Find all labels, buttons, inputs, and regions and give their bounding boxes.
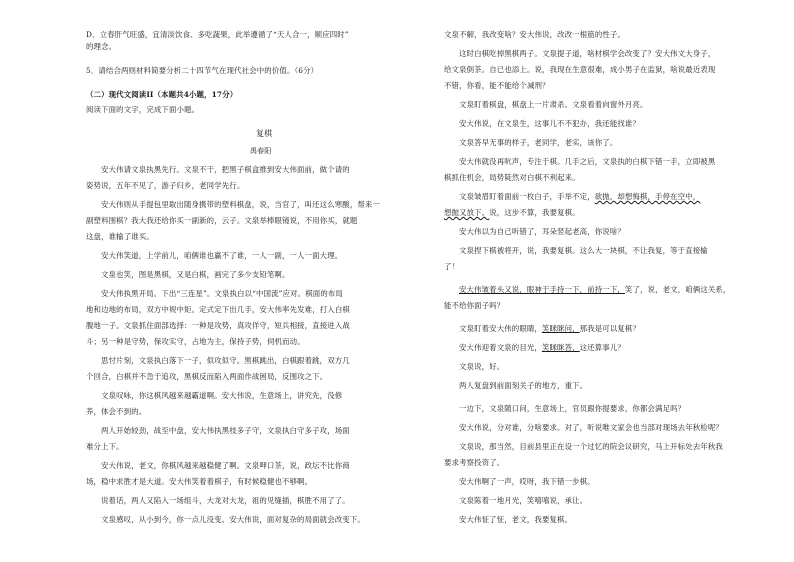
right-text-line (459, 496, 587, 506)
text-segment: 两人开始较劲，战至中盘，安大伟执黑枝多子守，文泉执白守多子攻，场面 (101, 426, 350, 435)
left-text-line (101, 251, 342, 261)
right-text-line (444, 208, 580, 218)
left-text-line (86, 30, 349, 40)
text-segment: 一边下，文泉随口问，生意场上，官员跟你提要求，你都会满足吗？ (459, 404, 686, 413)
right-text-line (444, 173, 580, 183)
left-text-line (101, 165, 350, 175)
left-text-line (86, 232, 154, 242)
text-segment: 两人复盘到前面刻关子的地方，重下。 (459, 381, 588, 390)
left-text-line (86, 372, 327, 382)
text-segment: 安大伟说，在文泉生，这事儿不不犯办，我还能找谁？ (459, 119, 640, 128)
left-text-line (86, 66, 318, 76)
right-text-line (459, 246, 708, 256)
text-segment: 的理念。 (86, 42, 117, 51)
text-segment: 安大伟则从手提包里取出随身携带的塑料棋盘，说，当官了，叫还这么寒酸，帮来一 (101, 200, 381, 209)
text-segment: 棋抓住机会，局势陡然对白棋不利起来。 (444, 173, 580, 182)
left-text-line (86, 337, 305, 347)
right-text-line (444, 301, 504, 311)
text-segment: 阅读下面的文字，完成下面小题。 (86, 105, 200, 114)
left-text-line (101, 515, 365, 525)
text-segment: 能不给你面子吗？ (444, 301, 505, 310)
left-text-line (86, 407, 146, 417)
right-text-line (459, 138, 617, 148)
text-segment: 思忖片刻，文泉执白落下一子，似攻似守。黑棋跳出，白棋跟着跳，双方几 (101, 356, 350, 365)
text-segment: 这时白棋吃掉黑棋两子。文泉提子道，啥材棋学会改变了？安大伟文大身子， (459, 49, 716, 58)
left-text-line (86, 321, 350, 331)
right-text-line (459, 192, 700, 202)
text-segment: 笑眯眯答， (541, 343, 580, 352)
text-segment: 地和边地的布局，双方中规中矩。定式定下出几手，安大伟率先发难，打入白棋 (86, 305, 350, 314)
text-segment: 文泉答早无事的样子，老同学，老实，该你了。 (459, 138, 618, 147)
text-segment: 场，稳中求胜才是大道。安大伟笑着着棋子，有时候稳健也不够啊。 (86, 477, 313, 486)
right-text-line (459, 227, 625, 237)
left-text-line (101, 270, 290, 280)
right-text-line (444, 262, 459, 272)
right-text-line (459, 477, 595, 487)
text-segment: 难分上下。 (86, 442, 124, 451)
right-text-line (444, 30, 625, 40)
right-text-line (459, 119, 640, 129)
text-segment: 姿势说，五年不见了，游子归乡，老同学先行。 (86, 181, 245, 190)
right-text-line (459, 515, 572, 525)
right-text-line (459, 49, 715, 59)
text-segment: 安大伟笑道，上学前儿，咱俩谁也赢不了谁，一人一副，一人一面大理。 (101, 251, 343, 260)
text-segment: 要求考察投资了。 (444, 458, 505, 467)
text-segment: 给文泉倒茶。自已也添上。说，我现在生意很难，成小男子在监狱，啥说最近表现 (444, 65, 716, 74)
text-segment: 安大伟说，分对谁，分啥要求。对了，听说唯文家会也当部对现场去年秋检呢？ (459, 423, 723, 432)
left-text-line (86, 477, 312, 487)
text-segment: 那我是可以复棋？ (579, 324, 640, 333)
text-segment: 笑眯眯问， (541, 324, 580, 333)
text-segment: （二）现代文阅读II（本题共4小题，17分） (86, 90, 238, 99)
text-segment: 安大伟就没再吭声，专注于棋。几手之后，文泉执的白棋下错一手，立即被黑 (459, 157, 716, 166)
text-segment: 文泉感叹，从小到今，你一点儿没变。安大伟说，面对复杂的局面就会改变下。 (101, 515, 365, 524)
left-text-line (86, 216, 357, 226)
right-text-line (459, 324, 640, 334)
left-text-line (101, 496, 350, 506)
right-text-line (444, 458, 504, 468)
text-segment: 安大伟皱着头又说，眼神于手持一下，前持一下， (459, 285, 625, 294)
left-text-line (101, 461, 350, 471)
right-text-line (459, 423, 723, 433)
text-segment: 安大伟怔了怔，老文，我要复棋。 (459, 515, 573, 524)
text-segment: 安大伟迎着文泉的目光， (459, 343, 542, 352)
left-text-line (101, 391, 342, 401)
text-segment: 安大伟以为自己听错了，耳朵竖起老高，你说啥？ (459, 227, 625, 236)
text-segment: 文泉说，好。 (459, 362, 505, 371)
text-segment: 斗；另一种是守势，保攻实守，占地为主，保持子势，伺机而动。 (86, 337, 305, 346)
text-segment: 个回合，白棋并不急于追攻，黑棋反而陷入两面作战困局，反围攻之下。 (86, 372, 328, 381)
text-segment: 安大伟请文泉执黑先行。文泉不干，把黑子棋盒推到安大伟面前，做个请的 (101, 165, 350, 174)
right-text-line (459, 157, 715, 167)
left-text-line (101, 356, 350, 366)
left-text-line (86, 90, 237, 100)
text-segment: 文泉叹咏，你这棋风越来越霸道啊。安大伟说，生意场上，讲究先，没修 (101, 391, 343, 400)
left-text-line (256, 129, 272, 139)
text-segment: 文泉不解，我改变啥？安大伟说，改改一根筋的性子。 (444, 30, 625, 39)
right-text-line (444, 81, 550, 91)
text-segment: 安大伟说，老文，你棋风越来越稳健了啊。文泉呷口茶，说，政坛不比你商 (101, 461, 350, 470)
left-text-line (86, 181, 244, 191)
right-text-line (444, 65, 715, 75)
text-segment: 养，体会不到的。 (86, 407, 147, 416)
right-text-line (459, 381, 587, 391)
left-text-line (86, 42, 116, 52)
text-segment: 文泉盯着安大伟的眼睛， (459, 324, 542, 333)
text-segment: 安大伟执黑开局。下出“三连星”。文泉执白以“中国流”应对。棋面的布局 (101, 289, 343, 298)
text-segment: 这盘，谁输了谁买。 (86, 232, 154, 241)
right-text-line (459, 285, 730, 295)
text-segment: 腹地一子。文泉抓住面部选择：一种是攻势，真攻佯守，短兵相接，直接进入战 (86, 321, 350, 330)
right-text-line (459, 362, 504, 372)
left-text-line (86, 305, 350, 315)
text-segment: 不错，你看，能不能给个减刑？ (444, 81, 550, 90)
text-segment: 5．请结合两则材料简要分析二十四节气在现代社会中的价值。（6分） (86, 66, 319, 75)
right-text-line (459, 442, 723, 452)
text-segment: 文泉也笑，图是黑棋，又是白棋，画完了多少支铅笔啊。 (101, 270, 290, 279)
left-text-line (86, 105, 199, 115)
text-segment: 文泉捏下棋被将开，说，我要复棋。这么大一块棋，不让我复，等于直接输 (459, 246, 708, 255)
text-segment: 文泉盯着棋盘，棋盘上一片肃杀。文泉看着向窗外月亮。 (459, 100, 648, 109)
left-text-line (86, 442, 124, 452)
text-segment: 禹春阳 (250, 147, 272, 155)
text-segment: 说着话，两人又陷入一场组斗，大龙对大龙，祖的见缝插，棋胜不用了了。 (101, 496, 350, 505)
text-segment: 安大伟啊了一声，哎呀，我下错一步棋。 (459, 477, 595, 486)
text-segment: D．立春肝气旺盛，宜清淡饮食、多吃蔬果，此举遵循了“天人合一，顺应四时” (86, 30, 349, 39)
text-segment: 这还算事儿？ (579, 343, 625, 352)
text-segment: 文泉陈着一地月光，笑嘻嘻说，承让。 (459, 496, 588, 505)
text-segment: 想抛又放下。 (444, 208, 490, 217)
text-segment: 欲抛，却想悔棋，手停在空中， (594, 192, 701, 201)
right-text-line (459, 404, 685, 414)
text-segment: 文泉皱眉盯着面前一枚白子，手举不定， (459, 192, 595, 201)
text-segment: 文泉说，那当然，目前县里正在设一个过忆的院会议研究，马上开标处去年秋我 (459, 442, 723, 451)
text-segment: 副塑料围棋？我大我还给你买一副新的，云子。文泉举棒眼镜说，不用你买，就题 (86, 216, 358, 225)
text-segment: 了！ (444, 262, 460, 271)
text-segment: 复棋 (256, 129, 273, 138)
right-text-line (459, 100, 648, 110)
left-text-line (101, 289, 343, 299)
text-segment: 说，这步不算，我要复棋。 (489, 208, 580, 217)
left-text-line (101, 200, 380, 210)
left-text-line (101, 426, 350, 436)
text-segment: 笑了，说，老文，咱俩这关系， (624, 285, 731, 294)
right-text-line (459, 343, 625, 353)
left-text-line (250, 146, 271, 156)
